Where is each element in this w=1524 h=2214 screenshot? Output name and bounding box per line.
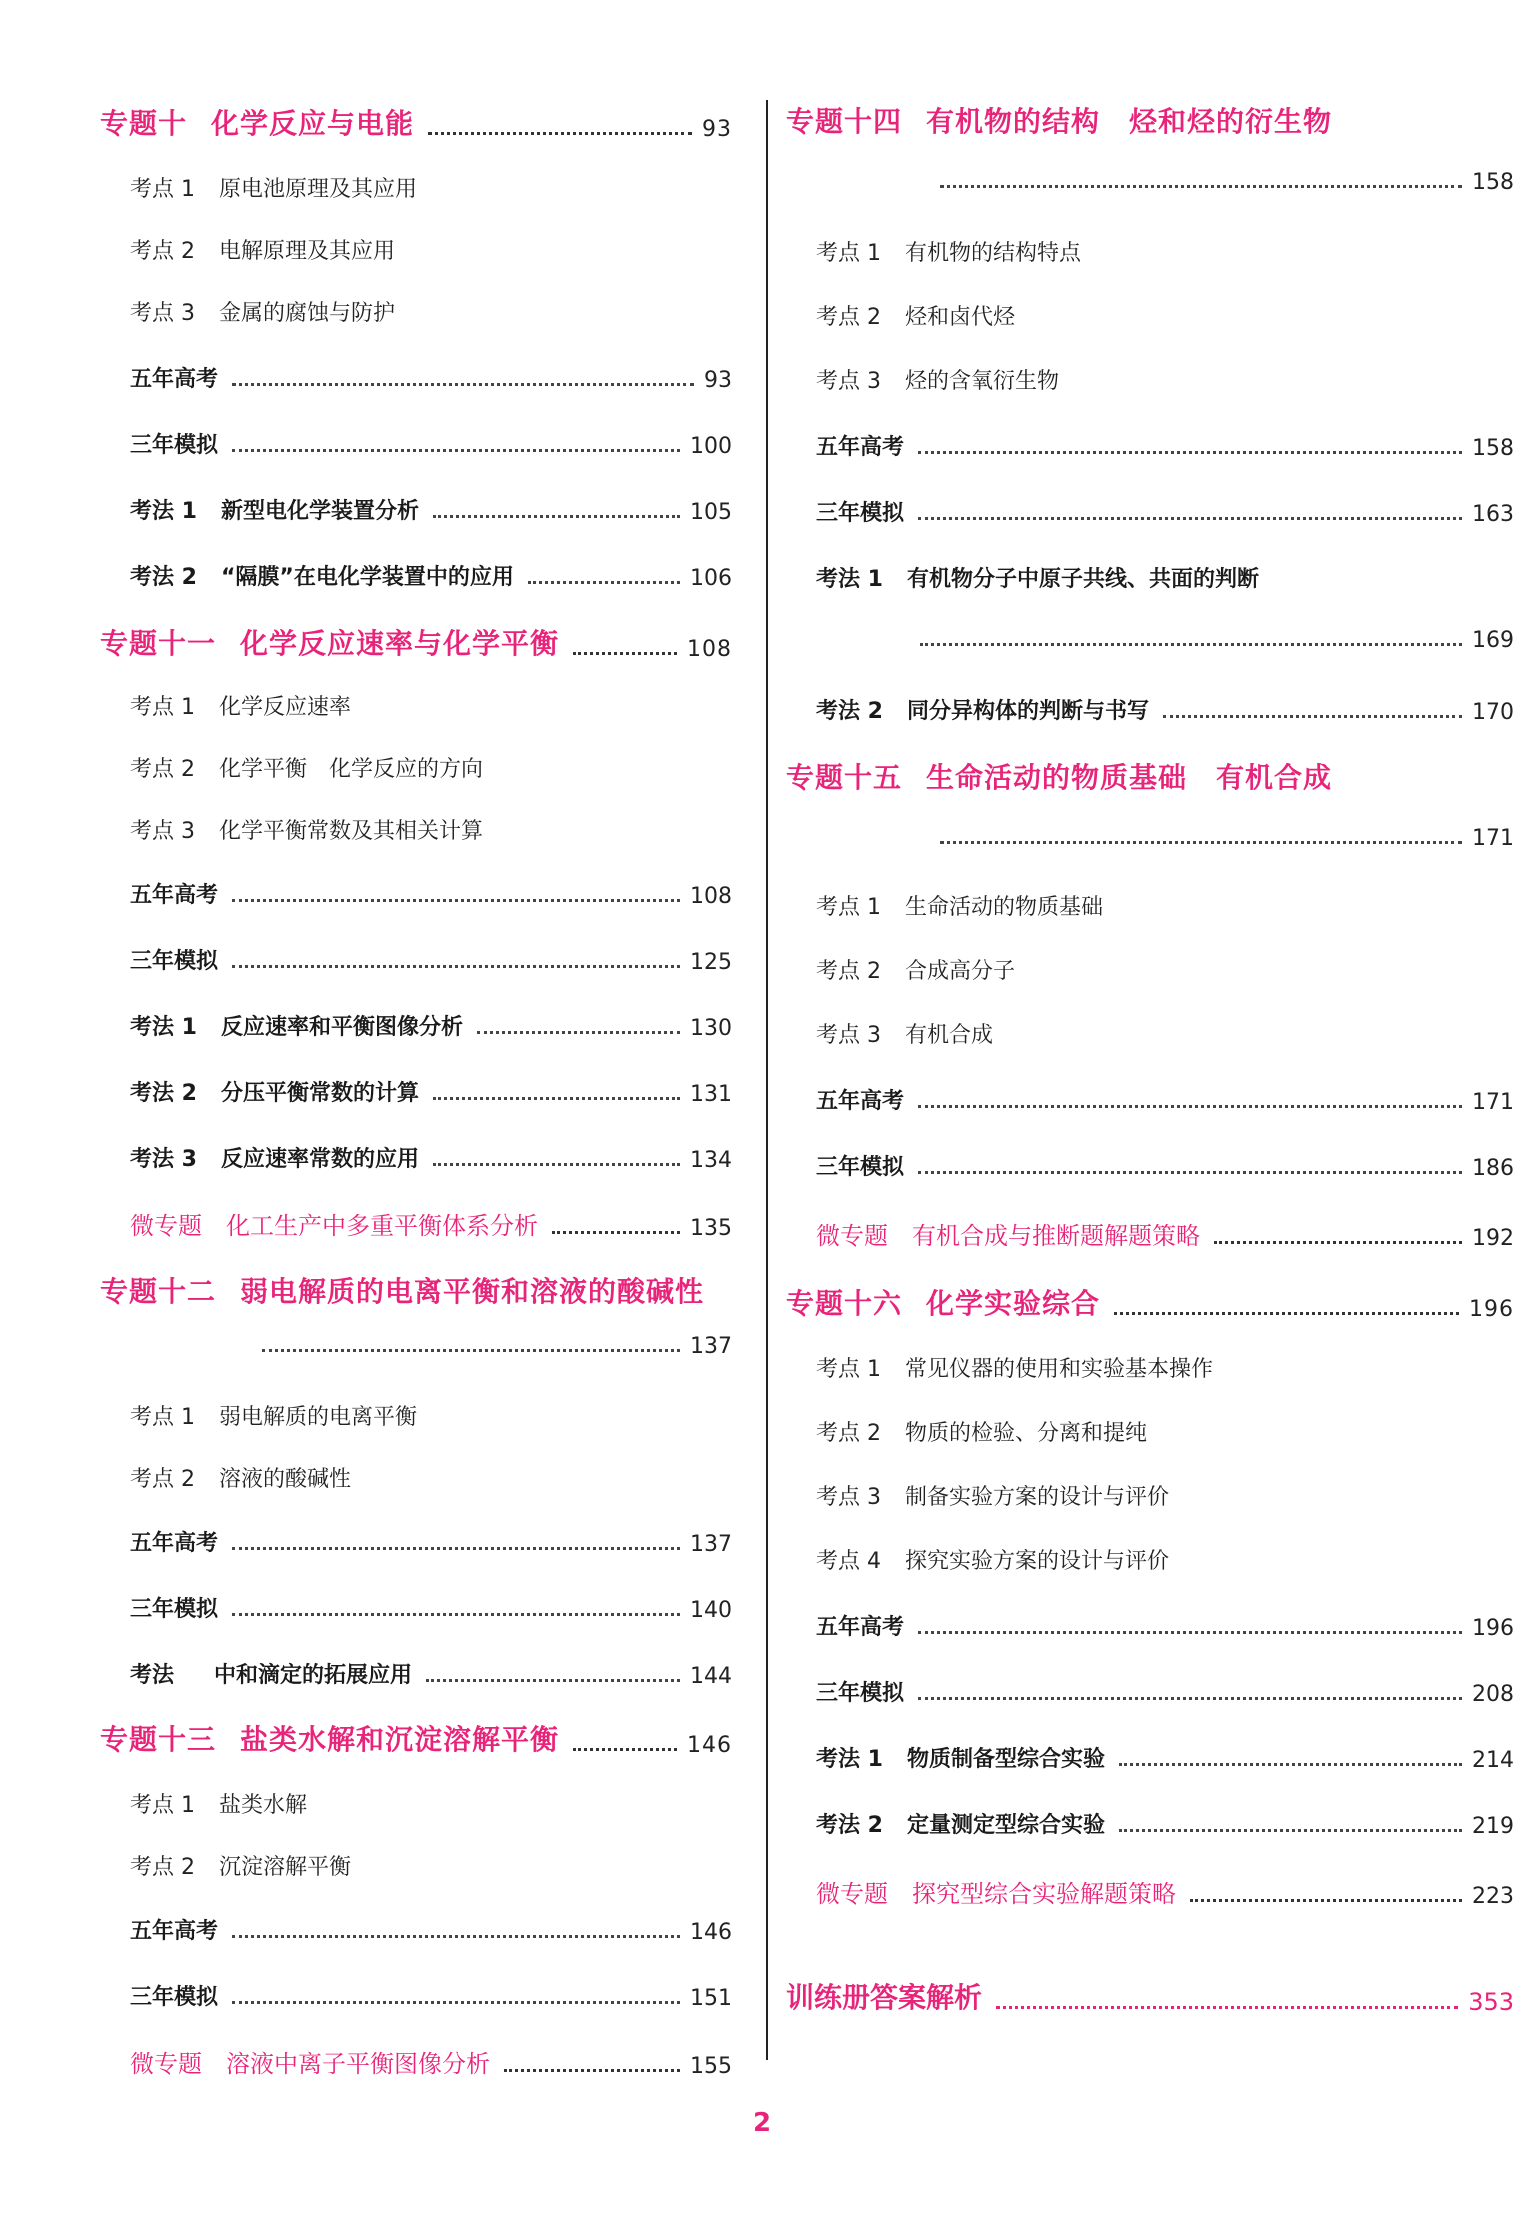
- toc-point[interactable]: 考点 2 合成高分子: [816, 959, 1016, 984]
- toc-point[interactable]: 考点 1 盐类水解: [130, 1793, 308, 1818]
- toc-answers[interactable]: 训练册答案解析 353: [786, 1981, 1514, 2016]
- leader-dots: [477, 1031, 680, 1034]
- leader-dots: [433, 1163, 680, 1166]
- toc-micro-topic[interactable]: 微专题 有机合成与推断题解题策略 192: [816, 1222, 1514, 1251]
- toc-method[interactable]: 考法 2 定量测定型综合实验 219: [816, 1813, 1514, 1839]
- toc-point[interactable]: 考点 1 常见仪器的使用和实验基本操作: [816, 1357, 1214, 1382]
- toc-five-year[interactable]: 五年高考 158: [816, 435, 1514, 461]
- toc-topic-10[interactable]: [100, 102, 732, 142]
- toc-topic-15[interactable]: 专题十五 生命活动的物质基础 有机合成: [786, 761, 1333, 794]
- toc-point[interactable]: 考点 2 物质的检验、分离和提纯: [816, 1421, 1148, 1446]
- leader-dots: [426, 1679, 680, 1682]
- toc-method[interactable]: 考法 中和滴定的拓展应用 144: [130, 1663, 732, 1689]
- toc-method[interactable]: 考法 2 同分异构体的判断与书写 170: [816, 699, 1514, 725]
- leader-dots: [918, 451, 1462, 454]
- leader-dots: [1214, 1241, 1462, 1244]
- leader-dots: [918, 1697, 1462, 1700]
- leader-dots: [232, 1935, 680, 1938]
- leader-dots: [1114, 1312, 1459, 1315]
- leader-dots: [573, 1748, 677, 1751]
- leader-dots: [940, 841, 1462, 844]
- toc-topic-12[interactable]: 专题十二 弱电解质的电离平衡和溶液的酸碱性: [100, 1275, 705, 1308]
- page-number: 93: [702, 117, 732, 142]
- toc-five-year[interactable]: 五年高考 108: [130, 883, 732, 909]
- toc-point[interactable]: 考点 2 化学平衡 化学反应的方向: [130, 757, 484, 782]
- leader-dots: [573, 652, 677, 655]
- leader-dots: [920, 643, 1462, 646]
- leader-dots: [1119, 1829, 1462, 1832]
- toc-point[interactable]: 考点 3 化学平衡常数及其相关计算: [130, 819, 484, 844]
- toc-topic-11[interactable]: 专题十一 化学反应速率与化学平衡 108: [100, 627, 732, 662]
- toc-topic-15-page[interactable]: 171: [940, 826, 1514, 851]
- toc-method[interactable]: 考法 2 分压平衡常数的计算 131: [130, 1081, 732, 1107]
- toc-point[interactable]: 考点 2 溶液的酸碱性: [130, 1467, 352, 1492]
- toc-five-year[interactable]: 五年高考 196: [816, 1615, 1514, 1641]
- toc-topic-16[interactable]: 专题十六 化学实验综合 196: [786, 1287, 1514, 1322]
- toc-method-page[interactable]: 169: [920, 628, 1514, 653]
- leader-dots: [1190, 1899, 1462, 1902]
- toc-point[interactable]: 考点 1 化学反应速率: [130, 695, 352, 720]
- toc-five-year[interactable]: 五年高考 171: [816, 1089, 1514, 1115]
- leader-dots: [232, 383, 694, 386]
- toc-point[interactable]: 考点 1 生命活动的物质基础: [816, 895, 1104, 920]
- toc-point[interactable]: 考点 2 沉淀溶解平衡: [130, 1855, 352, 1880]
- toc-three-year[interactable]: 三年模拟 125: [130, 949, 732, 975]
- leader-dots: [918, 517, 1462, 520]
- toc-topic-14[interactable]: 专题十四 有机物的结构 烃和烃的衍生物: [786, 105, 1333, 138]
- toc-five-year[interactable]: 五年高考 146: [130, 1919, 732, 1945]
- leader-dots: [940, 185, 1462, 188]
- leader-dots: [918, 1105, 1462, 1108]
- toc-point[interactable]: 考点 1 有机物的结构特点: [816, 241, 1082, 266]
- leader-dots: [232, 1613, 680, 1616]
- toc-three-year[interactable]: 三年模拟 151: [130, 1985, 732, 2011]
- toc-three-year[interactable]: 三年模拟 186: [816, 1155, 1514, 1181]
- leader-dots: [433, 1097, 680, 1100]
- toc-point[interactable]: 考点 3 烃的含氧衍生物: [816, 369, 1060, 394]
- topic-title: 化学反应与电能: [211, 107, 415, 140]
- toc-three-year[interactable]: 三年模拟 163: [816, 501, 1514, 527]
- toc-point[interactable]: 考点 3 金属的腐蚀与防护: [130, 301, 396, 326]
- leader-dots: [918, 1171, 1462, 1174]
- toc-method[interactable]: 考法 1 物质制备型综合实验 214: [816, 1747, 1514, 1773]
- toc-point[interactable]: 考点 3 有机合成: [816, 1023, 994, 1048]
- leader-dots: [552, 1231, 680, 1234]
- toc-micro-topic[interactable]: 微专题 探究型综合实验解题策略 223: [816, 1880, 1514, 1909]
- toc-method[interactable]: 考法 1 反应速率和平衡图像分析 130: [130, 1015, 732, 1041]
- leader-dots: [433, 515, 680, 518]
- toc-topic-13[interactable]: 专题十三 盐类水解和沉淀溶解平衡 146: [100, 1723, 732, 1758]
- toc-point[interactable]: 考点 4 探究实验方案的设计与评价: [816, 1549, 1170, 1574]
- toc-method[interactable]: 考法 1 新型电化学装置分析 105: [130, 499, 732, 525]
- leader-dots: [918, 1631, 1462, 1634]
- leader-dots: [232, 2001, 680, 2004]
- page-number-footer: 2: [752, 2108, 772, 2138]
- topic-number: 专题十: [100, 107, 188, 140]
- leader-dots: [528, 581, 680, 584]
- leader-dots: [232, 899, 680, 902]
- toc-method[interactable]: 考法 1 有机物分子中原子共线、共面的判断: [816, 567, 1259, 592]
- toc-micro-topic[interactable]: 微专题 溶液中离子平衡图像分析 155: [130, 2050, 732, 2079]
- toc-point[interactable]: 考点 2 电解原理及其应用: [130, 239, 396, 264]
- toc-point[interactable]: 考点 1 原电池原理及其应用: [130, 177, 418, 202]
- toc-five-year[interactable]: 五年高考 137: [130, 1531, 732, 1557]
- toc-topic-14-page[interactable]: 158: [940, 170, 1514, 195]
- toc-micro-topic[interactable]: 微专题 化工生产中多重平衡体系分析 135: [130, 1212, 732, 1241]
- leader-dots: [232, 1547, 680, 1550]
- leader-dots: [504, 2069, 680, 2072]
- toc-three-year[interactable]: 三年模拟 100: [130, 433, 732, 459]
- leader-dots: [996, 2006, 1458, 2009]
- toc-method[interactable]: 考法 2 “隔膜”在电化学装置中的应用 106: [130, 565, 732, 591]
- toc-point[interactable]: 考点 1 弱电解质的电离平衡: [130, 1405, 418, 1430]
- leader-dots: [1163, 715, 1462, 718]
- toc-point[interactable]: 考点 2 烃和卤代烃: [816, 305, 1016, 330]
- toc-three-year[interactable]: 三年模拟 140: [130, 1597, 732, 1623]
- leader-dots: [262, 1349, 680, 1352]
- toc-five-year[interactable]: 五年高考 93: [130, 367, 732, 393]
- leader-dots: [428, 132, 692, 135]
- toc-method[interactable]: 考法 3 反应速率常数的应用 134: [130, 1147, 732, 1173]
- toc-topic-12-page[interactable]: 137: [262, 1334, 732, 1359]
- leader-dots: [232, 965, 680, 968]
- leader-dots: [232, 449, 680, 452]
- toc-three-year[interactable]: 三年模拟 208: [816, 1681, 1514, 1707]
- leader-dots: [1119, 1763, 1462, 1766]
- column-divider: [766, 100, 768, 2060]
- toc-point[interactable]: 考点 3 制备实验方案的设计与评价: [816, 1485, 1170, 1510]
